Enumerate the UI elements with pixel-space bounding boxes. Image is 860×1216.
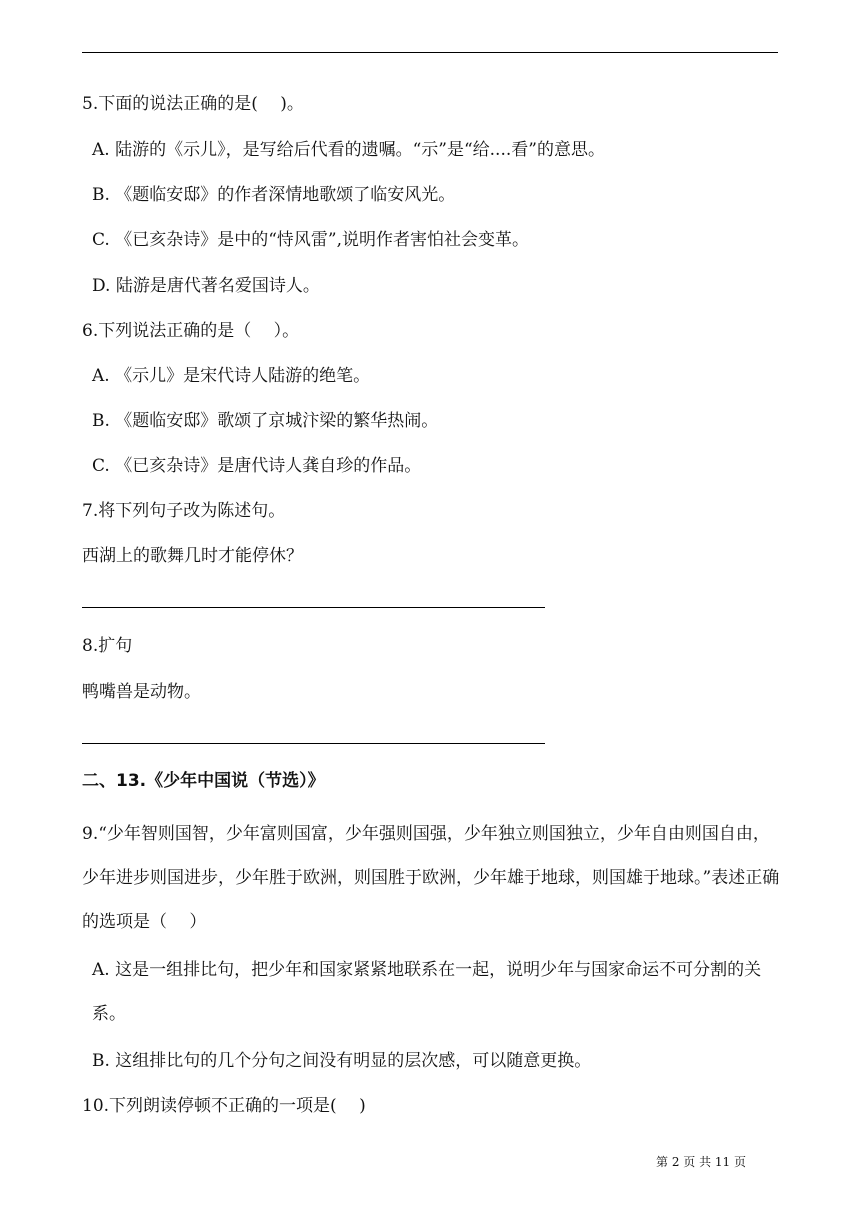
question-6-stem: 6.下列说法正确的是（ ）。 xyxy=(82,321,300,341)
section-2-title: 二、13.《少年中国说（节选）》 xyxy=(82,771,325,791)
question-5-option-a: A. 陆游的《示儿》，是写给后代看的遗嘱。“示”是“给....看”的意思。 xyxy=(92,140,605,160)
question-5-option-d: D. 陆游是唐代著名爱国诗人。 xyxy=(92,276,320,296)
header-rule xyxy=(82,52,778,53)
question-5-option-c: C. 《已亥杂诗》是中的“恃风雷”,说明作者害怕社会变革。 xyxy=(92,230,529,250)
question-7-answer-line xyxy=(82,607,545,608)
question-6-option-a: A. 《示儿》是宋代诗人陆游的绝笔。 xyxy=(92,366,371,386)
question-8-stem: 8.扩句 xyxy=(82,636,133,656)
question-8-answer-line xyxy=(82,743,545,744)
question-6-option-b: B. 《题临安邸》歌颂了京城汴梁的繁华热闹。 xyxy=(92,411,439,431)
question-7-sentence: 西湖上的歌舞几时才能停休？ xyxy=(82,546,303,566)
question-9-option-a: A. 这是一组排比句，把少年和国家紧紧地联系在一起，说明少年与国家命运不可分割的关系。 xyxy=(92,960,762,1024)
question-7-stem: 7.将下列句子改为陈述句。 xyxy=(82,501,286,521)
question-9-stem: 9.“少年智则国智，少年富则国富，少年强则国强，少年独立则国独立，少年自由则国自由，少年进步则国进步，少年胜于欧洲，则国胜于欧洲，少年雄于地球，则国雄于地球。”表述正确的选项是（ ） xyxy=(82,824,780,932)
question-5-stem: 5.下面的说法正确的是( )。 xyxy=(82,94,304,114)
question-8-sentence: 鸭嘴兽是动物。 xyxy=(82,682,201,702)
page-number: 第 2 页 共 11 页 xyxy=(656,1155,746,1169)
question-9-option-b: B. 这组排比句的几个分句之间没有明显的层次感，可以随意更换。 xyxy=(92,1051,592,1071)
question-6-option-c: C. 《已亥杂诗》是唐代诗人龚自珍的作品。 xyxy=(92,456,422,476)
question-10-stem: 10.下列朗读停顿不正确的一项是( ) xyxy=(82,1096,366,1116)
question-5-option-b: B. 《题临安邸》的作者深情地歌颂了临安风光。 xyxy=(92,185,456,205)
